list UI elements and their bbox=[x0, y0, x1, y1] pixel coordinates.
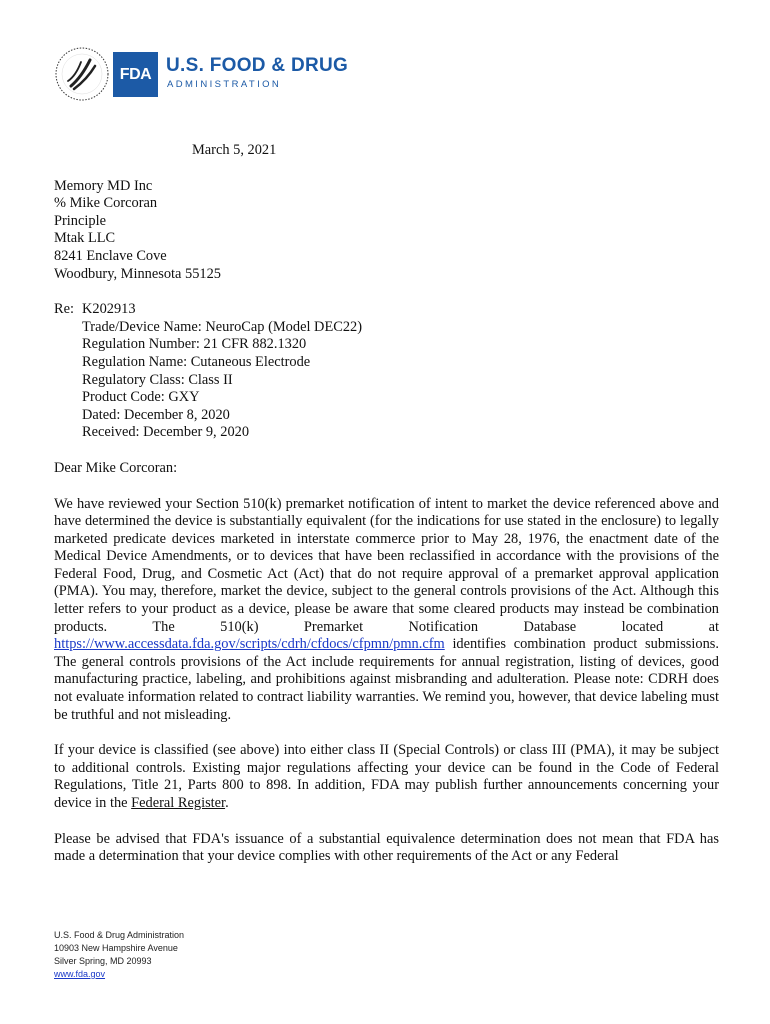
paragraph-3: Please be advised that FDA's issuance of a substantial equivalence determination does not mean that FDA has made a determination that your device complies with other requirements of the Act or any Federal bbox=[54, 830, 719, 865]
reference-line: Received: December 9, 2020 bbox=[82, 424, 250, 441]
footer-line: Silver Spring, MD 20993 bbox=[54, 956, 152, 966]
reference-block bbox=[54, 301, 719, 442]
address-line: % Mike Corcoran bbox=[54, 195, 158, 212]
brand-subtitle: ADMINISTRATION bbox=[167, 79, 282, 90]
fda-website-link[interactable]: www.fda.gov bbox=[54, 969, 106, 979]
hhs-seal-icon bbox=[54, 46, 110, 102]
recipient-address bbox=[54, 178, 719, 284]
fda-logo bbox=[54, 46, 349, 102]
letter-date: March 5, 2021 bbox=[192, 142, 277, 158]
address-line: Woodbury, Minnesota 55125 bbox=[54, 265, 221, 282]
paragraph-2-text-b: . bbox=[225, 795, 229, 811]
reference-line: Regulation Name: Cutaneous Electrode bbox=[82, 353, 311, 370]
federal-register-link[interactable]: Federal Register bbox=[131, 795, 226, 811]
brand-name: U.S. FOOD & DRUG bbox=[166, 55, 349, 76]
paragraph-1-text-b: identifies combination product submissions. The general controls provisions of the Act include requirements for annual registration, listing of devices, good manufacturing practice, labeling, and prohibitions against misbranding and adulteration. Please note: CDRH does not evaluate information related to contract liability warranties. We remind you, however, that device labeling must be truthful and not misleading. bbox=[54, 636, 719, 723]
footer-address bbox=[54, 929, 184, 981]
address-line: 8241 Enclave Cove bbox=[54, 247, 167, 264]
salutation: Dear Mike Corcoran: bbox=[54, 459, 178, 476]
reference-line: Regulatory Class: Class II bbox=[82, 371, 233, 388]
fda-mark: FDA bbox=[113, 52, 158, 97]
address-line: Memory MD Inc bbox=[54, 177, 153, 194]
paragraph-2-text-a: If your device is classified (see above) into either class II (Special Controls) or class III (PMA), it may be subject to additional controls. Existing major regulations affecting your device can be found in the Code of Federal Regulations, Title 21, Parts 800 to 898. In addition, FDA may publish further announcements concerning your device in the bbox=[54, 742, 719, 811]
reference-line: Product Code: GXY bbox=[82, 389, 200, 406]
reference-line: Regulation Number: 21 CFR 882.1320 bbox=[82, 336, 307, 353]
address-line: Mtak LLC bbox=[54, 230, 116, 247]
paragraph-1-text-a: We have reviewed your Section 510(k) premarket notification of intent to market the device referenced above and have determined the device is substantially equivalent (for the indications for use stated in the enclosure) to legally marketed predicate devices marketed in interstate commerce prior to May 28, 1976, the enactment date of the Medical Device Amendments, or to devices that have been reclassified in accordance with the provisions of the Federal Food, Drug, and Cosmetic Act (Act) that do not require approval of a premarket approval application (PMA). You may, therefore, market the device, subject to the general controls provisions of the Act. Although this letter refers to your product as a device, please be aware that some cleared products may instead be combination products. The 510(k) Premarket Notification Database located at bbox=[54, 495, 719, 635]
reference-line: Dated: December 8, 2020 bbox=[82, 406, 230, 423]
footer-line: U.S. Food & Drug Administration bbox=[54, 930, 185, 940]
address-line: Principle bbox=[54, 212, 106, 229]
submission-number: K202913 bbox=[82, 301, 136, 318]
letter-body bbox=[54, 142, 719, 866]
paragraph-1 bbox=[54, 496, 719, 725]
footer-line: 10903 New Hampshire Avenue bbox=[54, 943, 178, 953]
paragraph-2 bbox=[54, 742, 719, 812]
re-label: Re: bbox=[54, 301, 74, 318]
pmn-database-link[interactable]: https://www.accessdata.fda.gov/scripts/cdrh/cfdocs/cfpmn/pmn.cfm bbox=[54, 636, 445, 653]
reference-line: Trade/Device Name: NeuroCap (Model DEC22) bbox=[82, 318, 363, 335]
